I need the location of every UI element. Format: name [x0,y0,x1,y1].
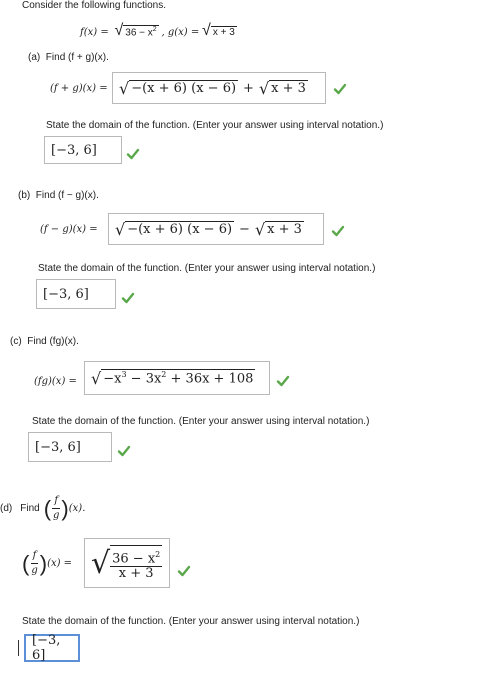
part-b-lhs: (f − g)(x) = [40,224,98,235]
part-d-domain-field[interactable]: [−3, 6] [24,634,80,662]
given-functions: f(x) = √ $36 - x^2$ , g(x) = √ x + 3 [80,22,235,39]
part-d-answer-correct-icon [177,564,191,578]
part-a-domain-prompt: State the domain of the function. (Enter your answer using interval notation.) [46,120,384,131]
part-a-answer-correct-icon [333,82,347,96]
part-d-lhs: ( $\frac{f}{g}$ ) (x) = [22,550,73,576]
part-b-label: (b) Find (f − g)(x). [18,190,99,201]
part-a-domain-correct-icon [126,147,140,161]
part-c-answer-field[interactable]: √ $-x^3 - 3x^2 + 36x + 108$ [84,361,270,395]
g-definition-radicand: x + 3 [212,27,235,38]
part-d-answer-field[interactable]: √ $\frac{36 - x^2}{x + 3}$ [84,538,170,588]
g-definition-label: , g(x) = [161,27,200,38]
part-a-label: (a) Find (f + g)(x). [28,52,109,63]
part-c-label: (c) Find (fg)(x). [10,336,79,347]
part-b-answer-correct-icon [331,224,345,238]
part-b-answer-field[interactable]: √ −(x + 6) (x − 6) − √ x + 3 [108,213,324,245]
part-c-domain-correct-icon [117,444,131,458]
part-c-domain-prompt: State the domain of the function. (Enter your answer using interval notation.) [32,416,370,427]
f-definition-label: f(x) = [80,27,109,38]
f-definition-radicand: $36 - x^2$ [125,25,157,38]
part-b-domain-field[interactable]: [−3, 6] [36,279,116,309]
part-d-domain-prompt: State the domain of the function. (Enter your answer using interval notation.) [22,616,360,627]
part-c-lhs: (fg)(x) = [34,376,77,387]
part-c-domain-field[interactable]: [−3, 6] [28,432,112,462]
part-a-lhs: (f + g)(x) = [50,83,108,94]
part-a-domain-field[interactable]: [−3, 6] [44,136,122,164]
part-a-answer-field[interactable]: √ −(x + 6) (x − 6) + √ x + 3 [112,72,326,104]
part-c-answer-correct-icon [276,374,290,388]
intro-text: Consider the following functions. [22,0,166,11]
part-b-domain-prompt: State the domain of the function. (Enter your answer using interval notation.) [38,263,376,274]
part-d-label: (d) Find ( $\frac{f}{g}$ ) (x). [0,495,86,521]
text-cursor-icon [18,640,25,656]
part-b-domain-correct-icon [121,291,135,305]
